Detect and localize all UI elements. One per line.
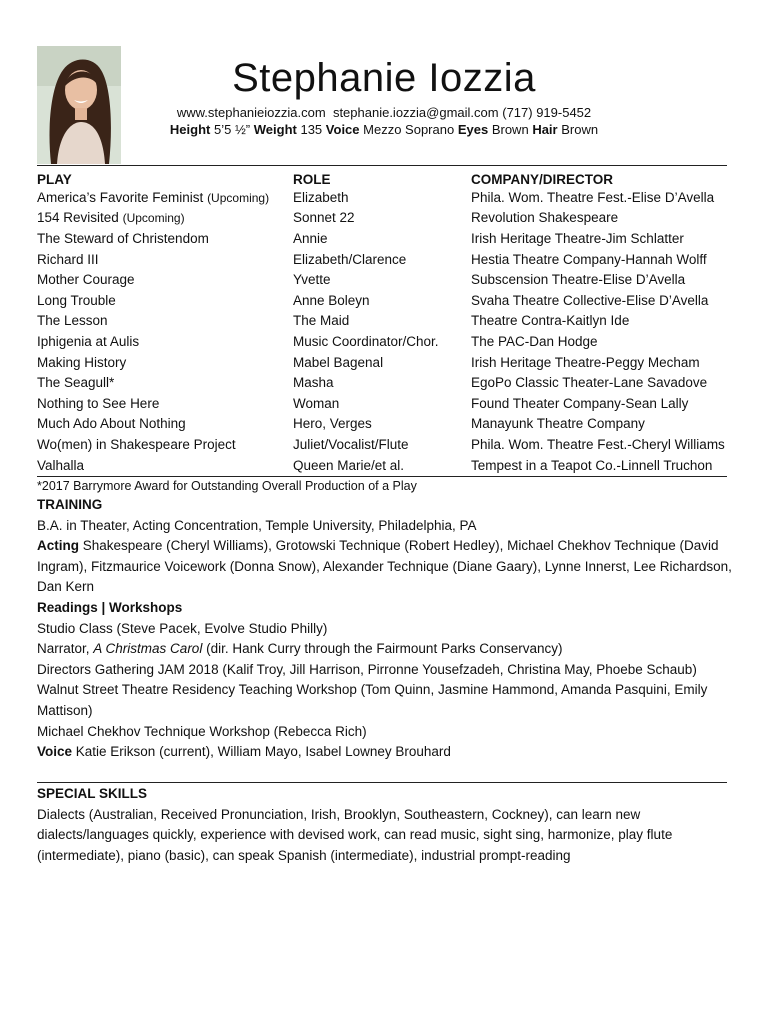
credit-role: Masha bbox=[293, 375, 334, 391]
credit-role: Hero, Verges bbox=[293, 416, 372, 432]
stat-value-voice: Mezzo Soprano bbox=[363, 122, 455, 137]
credit-role: Sonnet 22 bbox=[293, 210, 355, 226]
credit-company: Found Theater Company-Sean Lally bbox=[471, 395, 689, 411]
physical-stats bbox=[121, 121, 647, 138]
credit-company: Irish Heritage Theatre-Peggy Mecham bbox=[471, 354, 700, 370]
credit-play: Much Ado About Nothing bbox=[37, 416, 186, 432]
column-header-company: COMPANY/DIRECTOR bbox=[471, 172, 614, 187]
credit-play: The Seagull* bbox=[37, 375, 115, 391]
credit-play: Mother Courage bbox=[37, 272, 135, 288]
credit-play: Richard III bbox=[37, 251, 99, 267]
credit-play: Wo(men) in Shakespeare Project bbox=[37, 436, 236, 452]
training-degree: B.A. in Theater, Acting Concentration, Temple University, Philadelphia, PA bbox=[37, 517, 477, 533]
credits-divider bbox=[37, 476, 727, 477]
credit-company: Phila. Wom. Theatre Fest.-Cheryl Williams bbox=[471, 436, 725, 452]
credit-row bbox=[37, 414, 757, 435]
credit-play: Nothing to See Here bbox=[37, 395, 160, 411]
credit-row bbox=[37, 249, 757, 270]
credit-company: Irish Heritage Theatre-Jim Schlatter bbox=[471, 230, 684, 246]
credit-row bbox=[37, 331, 757, 352]
credit-role: Woman bbox=[293, 395, 340, 411]
credit-row bbox=[37, 208, 757, 229]
training-heading: TRAINING bbox=[37, 497, 103, 512]
credit-play: 154 Revisited (Upcoming) bbox=[37, 210, 185, 226]
credit-row bbox=[37, 372, 757, 393]
credit-role: Juliet/Vocalist/Flute bbox=[293, 436, 409, 452]
stat-label-weight: Weight bbox=[253, 122, 297, 137]
stat-value-eyes: Brown bbox=[491, 122, 529, 137]
credit-row bbox=[37, 228, 757, 249]
credit-role: Annie bbox=[293, 230, 328, 246]
stat-label-voice: Voice bbox=[325, 122, 360, 137]
credit-play: Iphigenia at Aulis bbox=[37, 333, 140, 349]
stat-label-eyes: Eyes bbox=[457, 122, 489, 137]
skills-section bbox=[37, 784, 747, 866]
credit-play: The Steward of Christendom bbox=[37, 230, 209, 246]
credit-row bbox=[37, 269, 757, 290]
narrator-title: A Christmas Carol bbox=[93, 641, 203, 657]
credit-company: Manayunk Theatre Company bbox=[471, 416, 645, 432]
upcoming-note: (Upcoming) bbox=[207, 190, 270, 205]
column-header-role: ROLE bbox=[293, 172, 331, 187]
stat-label-hair: Hair bbox=[532, 122, 558, 137]
upcoming-note: (Upcoming) bbox=[122, 211, 185, 226]
credits-header-row bbox=[37, 167, 757, 187]
credit-role: Anne Boleyn bbox=[293, 292, 370, 308]
credit-company: Revolution Shakespeare bbox=[471, 210, 619, 226]
headshot-photo bbox=[37, 46, 121, 164]
credit-row bbox=[37, 290, 757, 311]
credit-company: Tempest in a Teapot Co.-Linnell Truchon bbox=[471, 457, 713, 473]
voice-label: Voice bbox=[37, 744, 73, 760]
credit-role: Mabel Bagenal bbox=[293, 354, 384, 370]
training-voice: Voice Katie Erikson (current), William Mayo, Isabel Lowney Brouhard bbox=[37, 744, 451, 760]
credit-role: Elizabeth/Clarence bbox=[293, 251, 407, 267]
credit-play: Valhalla bbox=[37, 457, 85, 473]
email-link[interactable]: stephanie.iozzia@gmail.com bbox=[332, 105, 499, 120]
credit-role: Music Coordinator/Chor. bbox=[293, 333, 439, 349]
credit-company: Phila. Wom. Theatre Fest.-Elise D’Avella bbox=[471, 189, 715, 205]
credit-row bbox=[37, 434, 757, 455]
contact-line bbox=[121, 104, 647, 121]
credit-company: EgoPo Classic Theater-Lane Savadove bbox=[471, 375, 708, 391]
credit-row bbox=[37, 311, 757, 332]
skills-text: Dialects (Australian, Received Pronunciation, Irish, Brooklyn, Southeastern, Cockney), can learn new dialects/languages quickly, experience with devised work, can read music, sight sing, harmonize, play flute (intermediate), piano (basic), can speak Spanish (intermediate), industrial prompt-reading bbox=[37, 806, 673, 863]
credit-row bbox=[37, 187, 757, 208]
credit-row bbox=[37, 393, 757, 414]
skills-divider bbox=[37, 782, 727, 783]
credit-company: Svaha Theatre Collective-Elise D’Avella bbox=[471, 292, 709, 308]
credits-table bbox=[37, 167, 757, 475]
credit-company: Hestia Theatre Company-Hannah Wolff bbox=[471, 251, 707, 267]
header-divider bbox=[37, 165, 727, 166]
readings-heading: Readings | Workshops bbox=[37, 599, 183, 615]
credit-role: Queen Marie/et al. bbox=[293, 457, 405, 473]
column-header-play: PLAY bbox=[37, 172, 72, 187]
credit-play: Making History bbox=[37, 354, 127, 370]
training-directors: Directors Gathering JAM 2018 (Kalif Troy, Jill Harrison, Pirronne Yousefzadeh, Christina May, Phoebe Schaub) bbox=[37, 661, 697, 677]
skills-heading: SPECIAL SKILLS bbox=[37, 786, 148, 801]
stat-value-hair: Brown bbox=[561, 122, 599, 137]
credit-role: Yvette bbox=[293, 272, 331, 288]
website-link[interactable]: www.stephanieiozzia.com bbox=[176, 105, 326, 120]
credit-play: America’s Favorite Feminist (Upcoming) bbox=[37, 189, 270, 205]
training-narrator: Narrator, A Christmas Carol (dir. Hank Curry through the Fairmount Parks Conservancy) bbox=[37, 641, 563, 657]
phone-number: (717) 919-5452 bbox=[502, 105, 592, 120]
training-walnut: Walnut Street Theatre Residency Teaching Workshop (Tom Quinn, Jasmine Hammond, Amanda Pasquini, Emily Mattison) bbox=[37, 682, 708, 718]
training-section bbox=[37, 495, 747, 763]
credit-play: The Lesson bbox=[37, 313, 108, 329]
stat-value-weight: 135 bbox=[300, 122, 323, 137]
credit-role: Elizabeth bbox=[293, 189, 349, 205]
credit-company: Subscension Theatre-Elise D’Avella bbox=[471, 272, 686, 288]
credit-company: The PAC-Dan Hodge bbox=[471, 333, 598, 349]
credit-role: The Maid bbox=[293, 313, 350, 329]
stat-label-height: Height bbox=[169, 122, 211, 137]
credit-play: Long Trouble bbox=[37, 292, 116, 308]
credit-row bbox=[37, 352, 757, 373]
training-chekhov: Michael Chekhov Technique Workshop (Rebecca Rich) bbox=[37, 723, 367, 739]
stat-value-height: 5’5 ½” bbox=[213, 122, 251, 137]
credit-row bbox=[37, 455, 757, 476]
actor-name: Stephanie Iozzia bbox=[232, 56, 536, 100]
acting-label: Acting bbox=[37, 538, 79, 554]
training-acting: Acting Shakespeare (Cheryl Williams), Grotowski Technique (Robert Hedley), Michael Chekhov Technique (David Ingram), Fitzmaurice Voicework (Donna Snow), Alexander Technique (Diane Gaary), Lynne Innerst, Lee Richardson, Dan Kern bbox=[37, 538, 732, 595]
training-studio-class: Studio Class (Steve Pacek, Evolve Studio Philly) bbox=[37, 620, 328, 636]
credit-company: Theatre Contra-Kaitlyn Ide bbox=[471, 313, 630, 329]
credits-footnote: *2017 Barrymore Award for Outstanding Overall Production of a Play bbox=[37, 479, 417, 493]
